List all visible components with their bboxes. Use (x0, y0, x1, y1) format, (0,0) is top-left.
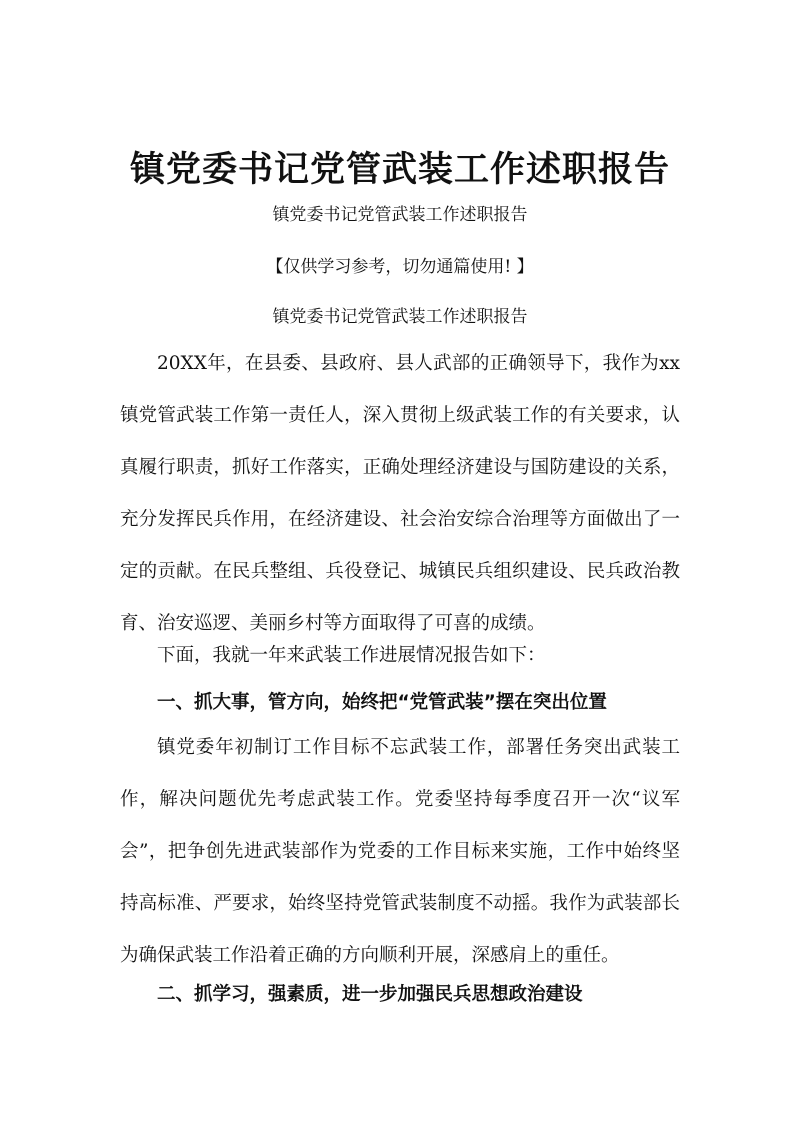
paragraph-section-1: 镇党委年初制订工作目标不忘武装工作，部署任务突出武装工作，解决问题优先考虑武装工作。党委坚持每季度召开一次“议军会”，把争创先进武装部作为党委的工作目标来实施，工作中始终坚持高标准、严要求，始终坚持党管武装制度不动摇。我作为武装部长为确保武装工作沿着正确的方向顺利开展，深感肩上的重任。 (120, 737, 680, 966)
paragraph-intro: 20XX年，在县委、县政府、县人武部的正确领导下，我作为xx镇党管武装工作第一责任人，深入贯彻上级武装工作的有关要求，认真履行职责，抓好工作落实，正确处理经济建设与国防建设的关系，充分发挥民兵作用，在经济建设、社会治安综合治理等方面做出了一定的贡献。在民兵整组、兵役登记、城镇民兵组织建设、民兵政治教育、治安巡逻、美丽乡村等方面取得了可喜的成绩。 (120, 353, 680, 634)
usage-notice: 【仅供学习参考，切勿通篇使用! 】 (266, 257, 534, 277)
paragraph-report-lead: 下面，我就一年来武装工作进展情况报告如下： (157, 645, 546, 666)
document-subtitle: 镇党委书记党管武装工作述职报告 (272, 205, 528, 225)
section-heading-2: 二、抓学习，强素质，进一步加强民兵思想政治建设 (157, 984, 583, 1005)
section-heading-1: 一、抓大事，管方向，始终把“党管武装”摆在突出位置 (157, 692, 607, 713)
document-title: 镇党委书记党管武装工作述职报告 (129, 150, 670, 190)
document-subtitle-repeat: 镇党委书记党管武装工作述职报告 (272, 307, 528, 327)
